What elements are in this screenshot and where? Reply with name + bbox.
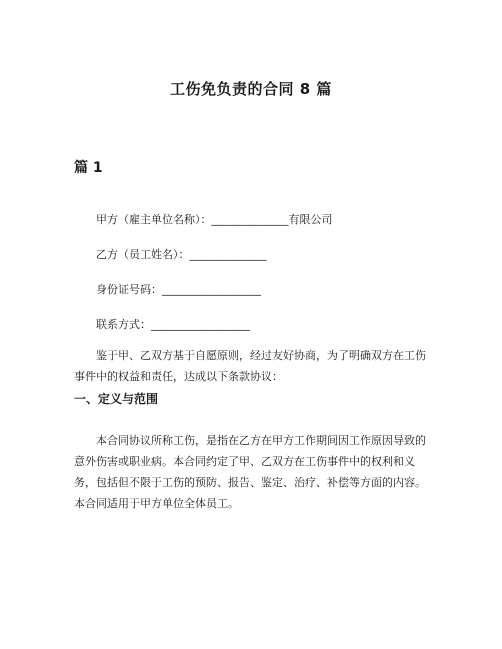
party-b-field: 乙方（员工姓名）：______________ bbox=[96, 248, 267, 261]
definition-paragraph: 本合同协议所称工伤，是指在乙方在甲方工作期间因工作原因导致的意外伤害或职业病。本合同约定了甲、乙双方在工伤事件中的权利和义务，包括但不限于工伤的预防、报告、鉴定、治疗、补偿等方面的内容。本合同适用于甲方单位全体员工。 bbox=[74, 434, 426, 510]
subsection-heading: 一、定义与范围 bbox=[74, 392, 159, 406]
party-a-field: 甲方（雇主单位名称）：______________有限公司 bbox=[96, 213, 333, 226]
document-title: 工伤免负责的合同 8 篇 bbox=[170, 80, 332, 98]
id-number-field: 身份证号码：__________________ bbox=[96, 283, 261, 296]
contact-field: 联系方式：__________________ bbox=[96, 318, 250, 331]
intro-paragraph: 鉴于甲、乙双方基于自愿原则，经过友好协商，为了明确双方在工伤事件中的权益和责任，达成以下条款协议： bbox=[74, 349, 426, 383]
section-heading: 篇 1 bbox=[74, 160, 103, 176]
